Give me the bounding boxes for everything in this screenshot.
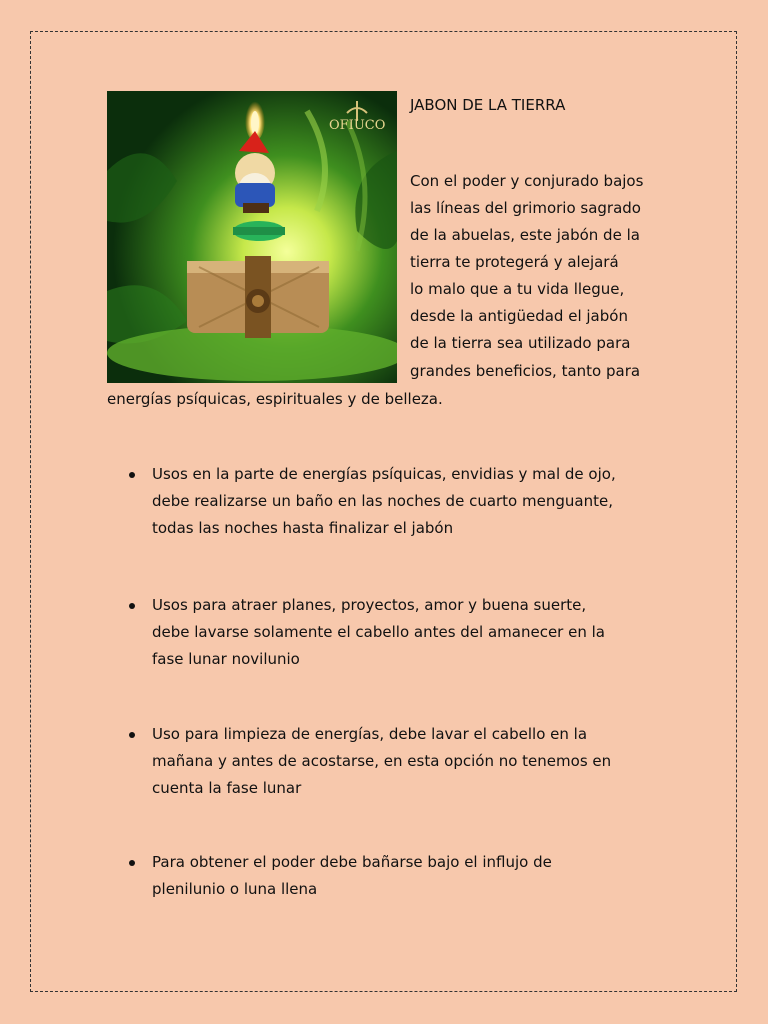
logo-text: OFIUCO: [329, 118, 386, 133]
use-3-line-2: mañana y antes de acostarse, en esta opción no tenemos en: [152, 752, 612, 770]
use-2-line-3: fase lunar novilunio: [152, 650, 300, 668]
gnome-candle-and-wrapped-soap-image: [107, 91, 397, 383]
intro-line-5: lo malo que a tu vida llegue,: [410, 280, 625, 298]
use-4-line-2: plenilunio o luna llena: [152, 880, 318, 898]
use-2-line-1: Usos para atraer planes, proyectos, amor y buena suerte,: [152, 596, 587, 614]
intro-line-1: Con el poder y conjurado bajos: [410, 172, 644, 190]
intro-line-3: de la abuelas, este jabón de la: [410, 226, 640, 244]
use-1-line-3: todas las noches hasta finalizar el jabón: [152, 519, 454, 537]
bullet-icon: [129, 472, 135, 478]
intro-line-8: grandes beneficios, tanto para: [410, 362, 641, 380]
intro-line-7: de la tierra sea utilizado para: [410, 334, 631, 352]
bullet-icon: [129, 860, 135, 866]
use-2-line-2: debe lavarse solamente el cabello antes del amanecer en la: [152, 623, 605, 641]
intro-line-4: tierra te protegerá y alejará: [410, 253, 619, 271]
use-4-line-1: Para obtener el poder debe bañarse bajo el influjo de: [152, 853, 552, 871]
use-3-line-3: cuenta la fase lunar: [152, 779, 302, 797]
use-3-line-1: Uso para limpieza de energías, debe lavar el cabello en la: [152, 725, 588, 743]
intro-line-6: desde la antigüedad el jabón: [410, 307, 628, 325]
intro-line-9: energías psíquicas, espirituales y de belleza.: [107, 390, 443, 408]
use-1-line-2: debe realizarse un baño en las noches de cuarto menguante,: [152, 492, 613, 510]
document-title: JABON DE LA TIERRA: [410, 96, 566, 114]
intro-line-2: las líneas del grimorio sagrado: [410, 199, 641, 217]
bullet-icon: [129, 732, 135, 738]
use-1-line-1: Usos en la parte de energías psíquicas, envidias y mal de ojo,: [152, 465, 616, 483]
bullet-icon: [129, 603, 135, 609]
